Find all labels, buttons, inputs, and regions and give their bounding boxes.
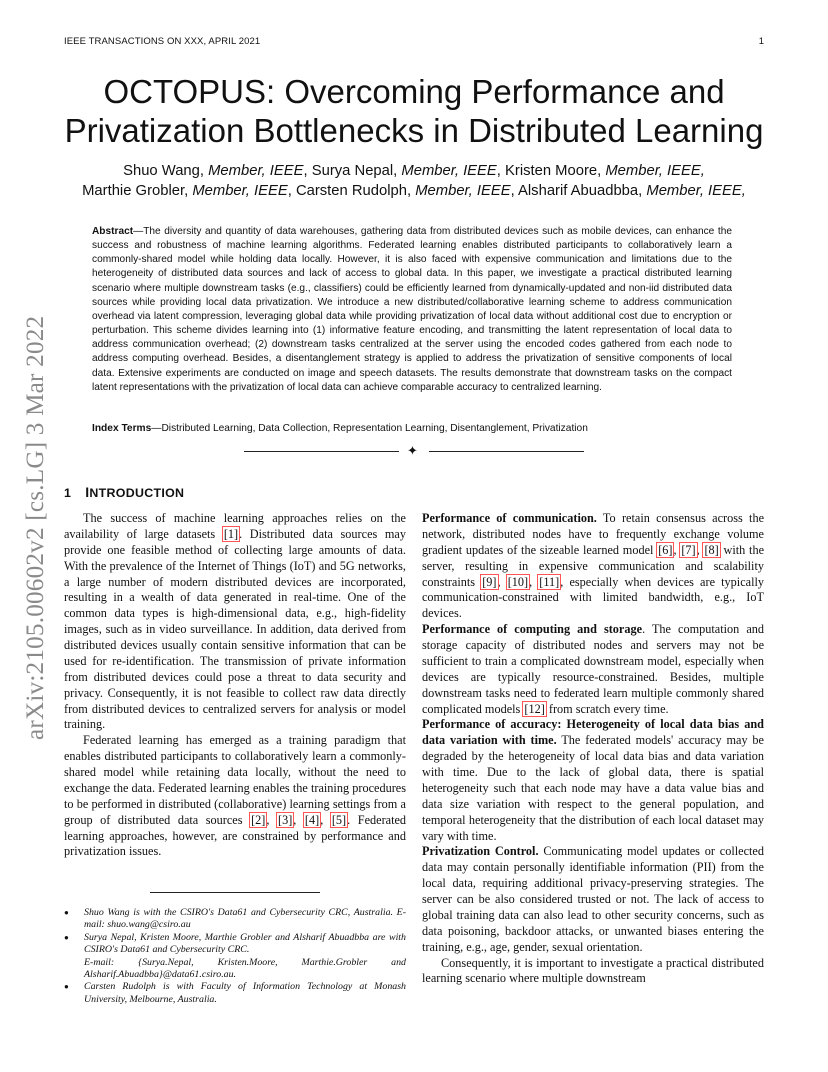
author-membership: Member, IEEE, bbox=[646, 183, 746, 199]
author-line-1 bbox=[40, 161, 788, 181]
author-name: Shuo Wang, bbox=[123, 163, 209, 179]
paragraph bbox=[422, 622, 764, 717]
citation-link[interactable]: [6] bbox=[658, 542, 673, 557]
separator-rule-right bbox=[429, 451, 584, 452]
paragraph-lead: Performance of communication. bbox=[422, 511, 597, 525]
section-title-rest: NTRODUCTION bbox=[89, 486, 185, 500]
separator-rule-left bbox=[244, 451, 399, 452]
section-title-initial: I bbox=[85, 484, 90, 500]
paragraph-text: Consequently, it is important to investigate a practical distributed learning scenario where multiple downstream bbox=[422, 955, 764, 986]
paragraph-lead: Performance of computing and storage bbox=[422, 622, 643, 637]
footnote bbox=[64, 932, 406, 982]
footnote-text: Surya Nepal, Kristen Moore, Marthie Grobler and Alsharif Abuadbba are with CSIRO's Data61 and Cybersecurity CRC. bbox=[84, 931, 406, 956]
paragraph-text: . Federated learning approaches, however, are constrained by performance and privatization issues. bbox=[64, 812, 407, 859]
abstract bbox=[92, 225, 732, 395]
citation-link[interactable]: [9] bbox=[482, 574, 497, 589]
citation-link[interactable]: [8] bbox=[704, 542, 719, 557]
abstract-label: Abstract bbox=[92, 226, 134, 237]
paragraph-text: The success of machine learning approaches relies on the availability of large datasets bbox=[64, 511, 406, 541]
paragraph-text: from scratch every time. bbox=[545, 701, 669, 716]
citation-link[interactable]: [12] bbox=[524, 701, 545, 716]
paragraph-text: , especially when devices are typically communication-constrained with limited bandwidth, e.g., IoT devices. bbox=[422, 574, 765, 621]
paragraph bbox=[422, 956, 764, 988]
paragraph-text: The federated models' accuracy may be degraded by the heterogeneity of local data bias and data variation with time. Due to the lack of global data, there is spatial heterogeneity such that each node may have a data value bias and data size variation with respect to the general population, and temporal heterogeneity that the distribution of each local dataset may vary with time. bbox=[422, 733, 764, 843]
author-name: Marthie Grobler, bbox=[82, 183, 193, 199]
paragraph-text: , bbox=[529, 574, 539, 589]
paragraph bbox=[422, 717, 764, 844]
paragraph-text: , bbox=[696, 542, 704, 557]
section-number: 1 bbox=[64, 486, 72, 500]
left-column bbox=[64, 511, 406, 860]
journal-header: IEEE TRANSACTIONS ON XXX, APRIL 2021 bbox=[64, 36, 261, 47]
author-membership: Member, IEEE, bbox=[605, 163, 705, 179]
footnote-rule bbox=[150, 892, 320, 893]
author-membership: Member, IEEE bbox=[401, 163, 497, 179]
running-header bbox=[64, 36, 764, 50]
index-terms bbox=[92, 422, 732, 436]
citation-link[interactable]: [2] bbox=[251, 812, 266, 827]
section-separator bbox=[244, 444, 584, 460]
paragraph-text: Federated learning has emerged as a training paradigm that enables distributed participants to collaboratively learn a commonly-shared model while retaining data locally, without the need to exchange the data. Federated learning enables the training procedures to be performed in distributed (collaborative) learning settings from a group of distributed data sources bbox=[64, 733, 406, 827]
author-membership: Member, IEEE bbox=[208, 163, 304, 179]
paragraph bbox=[422, 844, 764, 955]
author-membership: Member, IEEE bbox=[415, 183, 511, 199]
paragraph-text: Communicating model updates or collected data may contain personally identifiable information (PII) from the local data, requiring additional privacy-preserving strategies. The server can be also considered trusted or not. The lack of access to global training data can also lead to other security concerns, such as data poisoning, backdoor attacks, or unwanted biases entering the training, e.g., age, gender, sexual orientation. bbox=[422, 844, 764, 954]
footnote-text: Carsten Rudolph is with Faculty of Information Technology at Monash University, Melbourne, Australia. bbox=[84, 981, 406, 1005]
paragraph bbox=[64, 511, 406, 733]
author-membership: Member, IEEE bbox=[192, 183, 288, 199]
footnote bbox=[64, 981, 406, 1006]
paragraph bbox=[64, 733, 406, 860]
section-heading bbox=[64, 484, 184, 500]
paragraph-text: , bbox=[673, 542, 681, 557]
paragraph-text: , bbox=[497, 574, 507, 589]
arxiv-identifier: arXiv:2105.00602v2 [cs.LG] 3 Mar 2022 bbox=[22, 315, 49, 740]
paragraph-lead: Performance of accuracy: Heterogeneity of local data bias and data variation with time. bbox=[422, 717, 764, 748]
author-name: , Alsharif Abuadbba, bbox=[510, 183, 647, 199]
footnote-email: E-mail: {Surya.Nepal, Kristen.Moore, Marthie.Grobler and Alsharif.Abuadbba}@data61.csiro.au. bbox=[84, 956, 406, 981]
index-terms-text: —Distributed Learning, Data Collection, Representation Learning, Disentanglement, Privatization bbox=[151, 423, 588, 434]
citation-link[interactable]: [7] bbox=[681, 542, 696, 557]
paragraph-text: . Distributed data sources may provide one feasible method of collecting large amounts of data. With the prevalence of the Internet of Things (IoT) and 5G networks, a large number of modern distributed devices are incorporated, resulting in a wealth of data generated in real-time. One of the common data types is high-dimensional data, e.g., high-fidelity images, such as in video surveillance. In addition, data derived from distributed devices usually contain sensitive information that can be used for re-identification. The transmission of private information from distributed devices could pose a threat to data security and privacy. Consequently, it is not feasible to collect raw data directly from distributed devices to centralized servers for analysis or model training. bbox=[64, 526, 406, 732]
paragraph-text: with the server, resulting in expensive communication and scalability constraints bbox=[422, 542, 765, 589]
paragraph bbox=[422, 511, 764, 622]
footnote bbox=[64, 907, 406, 932]
author-line-2 bbox=[40, 181, 788, 201]
separator-diamond-icon: ✦ bbox=[407, 443, 418, 458]
bullet-icon: ● bbox=[64, 932, 69, 942]
footnotes bbox=[64, 907, 406, 1006]
paragraph-text: . The computation and storage capacity of distributed nodes and servers may not be sufficient to train a complicated downstream model, especially when devices are typically resource-constrained. Besides, multiple downstream tasks need to federated learn multiple commonly shared complicated models bbox=[422, 622, 765, 716]
bullet-icon: ● bbox=[64, 908, 69, 917]
citation-link[interactable]: [4] bbox=[304, 812, 320, 827]
footnote-text: Shuo Wang is with the CSIRO's Data61 and Cybersecurity CRC, Australia. E-mail: shuo.wang@csiro.au bbox=[84, 907, 406, 931]
citation-link[interactable]: [5] bbox=[331, 812, 347, 827]
bullet-icon: ● bbox=[64, 982, 69, 992]
paragraph-text: , bbox=[320, 812, 331, 827]
paragraph-lead: Privatization Control. bbox=[422, 844, 539, 859]
paragraph-text: , bbox=[293, 812, 304, 827]
paragraph-text: , bbox=[266, 812, 277, 827]
author-list bbox=[40, 161, 788, 201]
citation-link[interactable]: [11] bbox=[539, 574, 560, 589]
paragraph-text: To retain consensus across the network, distributed nodes have to frequently exchange volume gradient updates of the sizeable learned model bbox=[422, 511, 765, 557]
index-terms-label: Index Terms bbox=[92, 423, 152, 434]
author-name: , Kristen Moore, bbox=[496, 163, 606, 179]
author-name: , Surya Nepal, bbox=[303, 163, 402, 179]
page-number: 1 bbox=[758, 36, 764, 47]
right-column bbox=[422, 511, 764, 987]
citation-link[interactable]: [3] bbox=[278, 812, 293, 827]
citation-link[interactable]: [10] bbox=[507, 574, 529, 589]
abstract-text: —The diversity and quantity of data warehouses, gathering data from distributed devices such as mobile devices, can enhance the success and robustness of machine learning algorithms. Federated learning enables distributed participants to collaboratively learn a commonly-shared model while holding data locally. However, it is also faced with expensive communication and limitations due to the heterogeneity of distributed data sources and lack of access to global data. In this paper, we investigate a practical distributed learning scenario where multiple downstream tasks (e.g., classifiers) could be efficiently learned from dynamically-updated and non-iid distributed data sources while providing local data privatization. We introduce a new distributed/collaborative learning scheme to address communication overhead via latent compression, leveraging global data while providing privatization of local data without additional cost due to encryption or perturbation. This scheme divides learning into (1) informative feature encoding, and transmitting the latent representation of local data to address communication overhead; (2) downstream tasks centralized at the server using the encoded codes gathered from each node to address computing overhead. Besides, a disentanglement strategy is applied to address the privatization of sensitive components of local data. Extensive experiments are conducted on image and speech datasets. The results demonstrate that downstream tasks on the compact latent representations with the privatization of local data can achieve comparable accuracy to centralized learning. bbox=[92, 226, 732, 393]
author-name: , Carsten Rudolph, bbox=[287, 183, 416, 199]
paper-title: OCTOPUS: Overcoming Performance and Privatization Bottlenecks in Distributed Learning bbox=[64, 73, 764, 149]
citation-link[interactable]: [1] bbox=[223, 526, 239, 541]
